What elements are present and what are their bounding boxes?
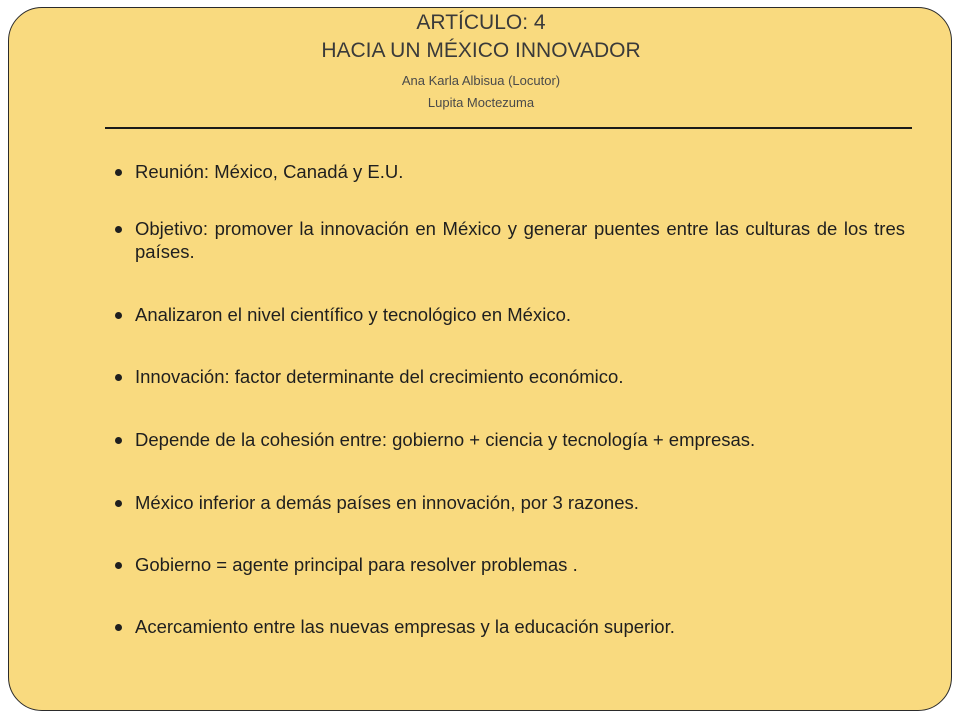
bullet-text: Acercamiento entre las nuevas empresas y la educación superior. [135,616,675,637]
bullet-dot-icon [115,312,122,319]
bullet-item [105,365,905,388]
bullet-dot-icon [115,374,122,381]
slide-subtitle-author: Lupita Moctezuma [427,95,535,110]
bullet-text: Depende de la cohesión entre: gobierno + ciencia y tecnología + empresas. [135,429,756,450]
bullet-text: Objetivo: promover la innovación en México y generar puentes entre las culturas de los tres países. [135,218,905,262]
bullet-dot-icon [115,169,122,176]
bullet-item [105,615,905,638]
slide-title: HACIA UN MÉXICO INNOVADOR [321,39,641,62]
bullet-dot-icon [115,562,122,569]
bullet-item [105,217,905,263]
bullet-item [105,553,905,576]
bullet-dot-icon [115,226,122,233]
bullet-text: Gobierno = agente principal para resolver problemas . [135,554,578,575]
bullet-item [105,428,905,451]
bullet-list [9,8,953,712]
bullet-item [105,491,905,514]
slide-subtitle-presenter: Ana Karla Albisua (Locutor) [401,73,561,88]
bullet-dot-icon [115,624,122,631]
bullet-text: Reunión: México, Canadá y E.U. [135,161,404,182]
slide-title-article: ARTÍCULO: 4 [416,11,546,34]
bullet-text: Analizaron el nivel científico y tecnológico en México. [135,304,572,325]
slide [8,7,952,711]
bullet-text: México inferior a demás países en innovación, por 3 razones. [135,492,639,513]
bullet-dot-icon [115,437,122,444]
bullet-text: Innovación: factor determinante del crecimiento económico. [135,366,624,387]
bullet-dot-icon [115,500,122,507]
bullet-item [105,160,905,183]
bullet-item [105,303,905,326]
